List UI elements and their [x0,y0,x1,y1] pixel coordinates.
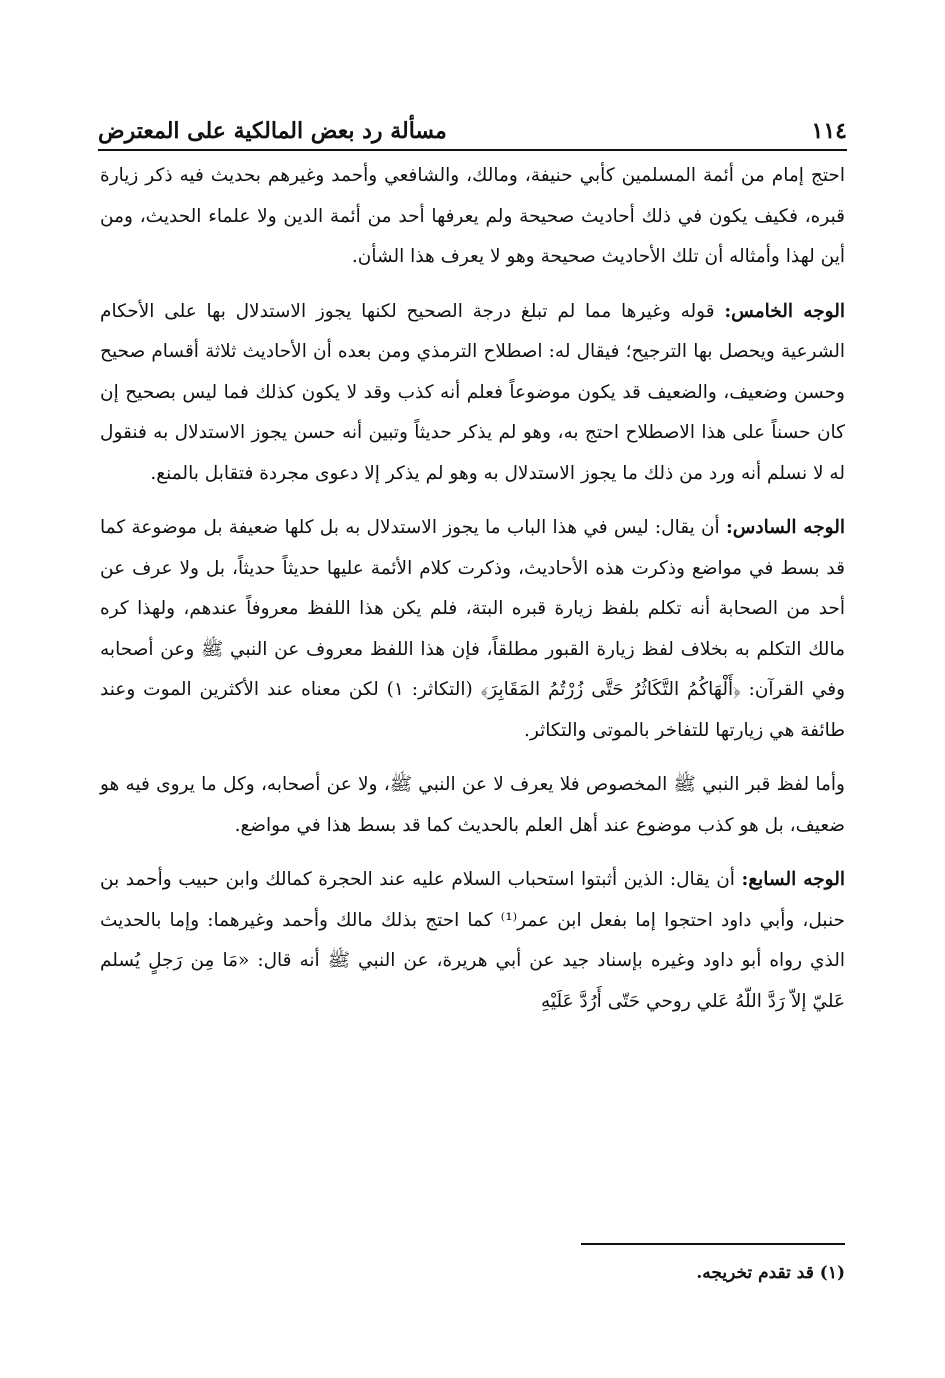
paragraph-heading: الوجه الخامس: [724,300,845,322]
footnote-marker: (١) [819,1263,845,1283]
page-header [98,100,847,144]
paragraph [100,860,845,1022]
main-text [100,156,845,1036]
paragraph-heading: الوجه السادس: [725,517,845,538]
paragraph-text: أن يقال: الذين أثبتوا استحباب السلام عليه عند الحجرة كمالك وابن حبيب وأحمد بن حنبل، وأبي داود احتجوا إما بفعل ابن عمر⁽¹⁾ كما احتج بذلك مالك وأحمد وغيرهما: وإما بالحديث الذي رواه أبو داود وغيره بإسناد جيد عن أبي هريرة، عن النبي ﷺ أنه قال: «مَا مِن رَجلٍ يُسلم عَليّ إلاّ رَدَّ اللّهُ عَلي روحي حَتّى أَرُدَّ عَلَيْهِ [100,869,845,1012]
paragraph-text: قوله وغيرها مما لم تبلغ درجة الصحيح لكنها يجوز الاستدلال بها على الأحكام الشرعية ويحصل بها الترجيح؛ فيقال له: اصطلاح الترمذي ومن بعده أن الأحاديث ثلاثة أقسام صحيح وحسن وضعيف، والضعيف قد يكون موضوعاً فعلم أنه كذب وقد لا يكون كذلك فما ليس بصحيح إن كان حسناً على هذا الاصطلاح احتج به، وهو لم يذكر حديثاً وتبين أنه حسن يجوز الاستدلال به فنقول له لا نسلم أنه ورد من ذلك ما يجوز الاستدلال به وهو لم يذكر إلا دعوى مجردة فتقابل بالمنع. [100,300,845,484]
paragraph [100,765,845,846]
footnote-text: قد تقدم تخريجه. [696,1263,814,1283]
paragraph-text: أن يقال: ليس في هذا الباب ما يجوز الاستدلال به بل كلها ضعيفة بل موضوعة كما قد بسط في مواضع وذكرت هذه الأحاديث، وذكرت كلام الأئمة عليها حديثاً حديثاً، بل ولا عرف عن أحد من الصحابة أنه تكلم بلفظ زيارة قبره البتة، فلم يكن هذا اللفظ معروفاً عندهم، ولهذا كره مالك التكلم به بخلاف لفظ زيارة القبور مطلقاً، فإن هذا اللفظ معروف عن النبي ﷺ وعن أصحابه وفي القرآن: ﴿أَلْهَاكُمُ التَّكَاثُرُ حَتَّى زُرْتُمُ المَقَابِرَ﴾ (التكاثر: ١) لكن معناه عند الأكثرين الموت وعند طائفة هي زيارتها للتفاخر بالموتى والتكاثر. [100,517,846,741]
paragraph [100,508,845,751]
paragraph [100,156,845,278]
footnote [100,1258,845,1288]
header-divider [98,149,847,151]
paragraph-heading: الوجه السابع: [741,869,845,890]
paragraph-text: احتج إمام من أئمة المسلمين كأبي حنيفة، ومالك، والشافعي وأحمد وغيرهم بحديث فيه ذكر زيارة قبره، فكيف يكون في ذلك أحاديث صحيحة ولم يعرفها أحد من أئمة الدين ولا علماء الحديث، ومن أين لهذا وأمثاله أن تلك الأحاديث صحيحة وهو لا يعرف هذا الشأن. [100,165,845,267]
running-title: مسألة رد بعض المالكية على المعترض [98,118,447,144]
footnote-divider [581,1243,845,1245]
paragraph-text: وأما لفظ قبر النبي ﷺ المخصوص فلا يعرف لا عن النبي ﷺ، ولا عن أصحابه، وكل ما يروى فيه هو ضعيف، بل هو كذب موضوع عند أهل العلم بالحديث كما قد بسط هذا في مواضع. [100,774,845,836]
page-number: ١١٤ [811,118,847,144]
paragraph [100,292,845,495]
